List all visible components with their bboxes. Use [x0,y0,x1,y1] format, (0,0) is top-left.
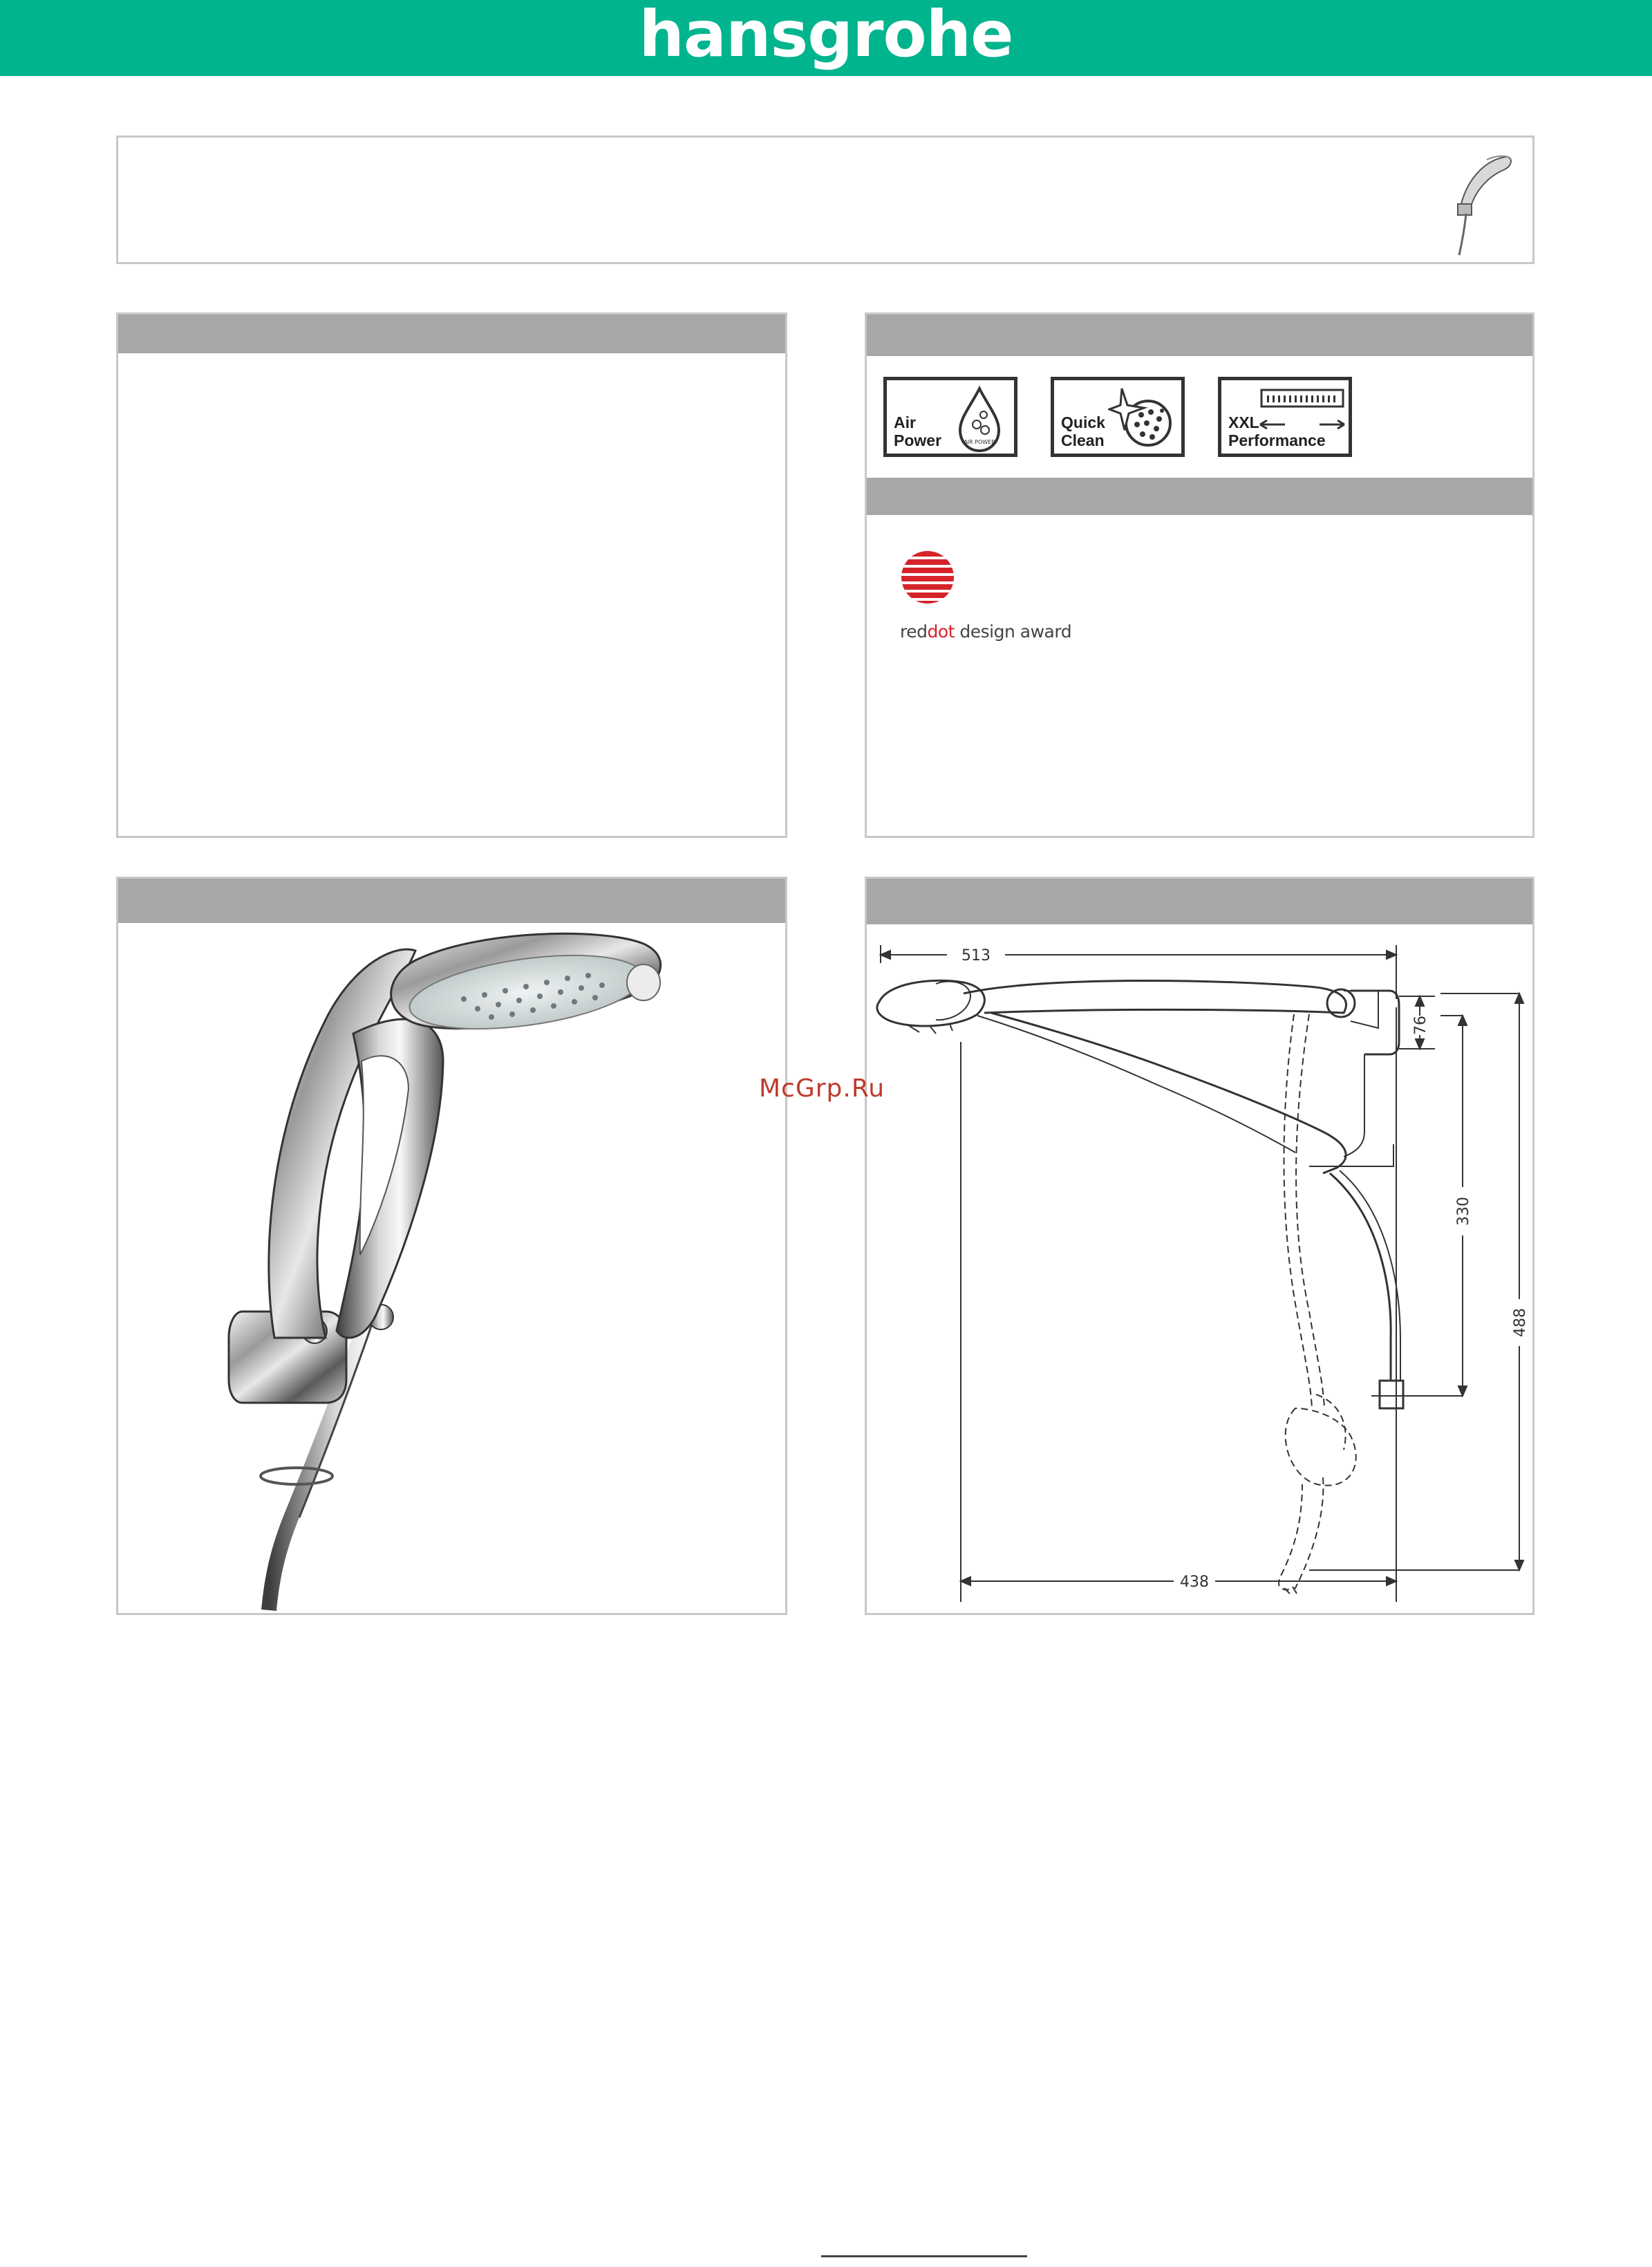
product-title-box [116,136,1534,264]
quick-clean-label-1: Quick [1061,413,1105,431]
air-power-label-2: Power [894,431,942,449]
brand-logo [0,0,1652,76]
dim-height-total-label: 488 [1512,1308,1529,1337]
xxl-label-2: Performance [1228,431,1326,449]
quick-clean-label-2: Clean [1061,431,1105,449]
reddot-word-red: red [900,622,928,642]
watermark-text: McGrp.Ru [759,1074,885,1103]
quick-clean-sparkle-icon [1108,384,1177,454]
description-panel-header [118,315,785,353]
shower-product-photo [118,923,785,1613]
brand-logo-text: hansgrohe [639,0,1013,71]
award-section-header [867,478,1532,515]
product-photo-panel [116,877,787,1615]
xxl-performance-badge [1218,377,1352,457]
air-power-label-1: Air [894,413,916,431]
features-panel [865,312,1534,838]
reddot-logo-icon [900,550,955,605]
product-thumbnail-icon [1447,147,1516,258]
quick-clean-badge [1051,377,1185,457]
xxl-label-1: XXL [1228,413,1259,431]
technical-drawing-panel [865,877,1534,1615]
air-power-drop-icon [952,384,1007,454]
dim-width-bottom-label: 438 [1180,1574,1209,1591]
dimension-drawing [867,924,1532,1613]
technical-drawing-panel-header [867,879,1532,924]
reddot-word-dot: dot [927,622,955,642]
reddot-word-design-award: design award [954,622,1072,642]
footer-divider [821,2255,1027,2257]
reddot-award-text [900,622,1071,642]
description-panel [116,312,787,838]
dim-height-mid-label: 330 [1455,1197,1472,1226]
product-photo-panel-header [118,879,785,923]
dim-width-top-label: 513 [961,947,991,964]
air-power-badge [883,377,1017,457]
air-power-icon-caption: AIR POWER [964,439,995,445]
dim-height-small-label: 76 [1412,1016,1429,1035]
features-panel-header [867,315,1532,356]
